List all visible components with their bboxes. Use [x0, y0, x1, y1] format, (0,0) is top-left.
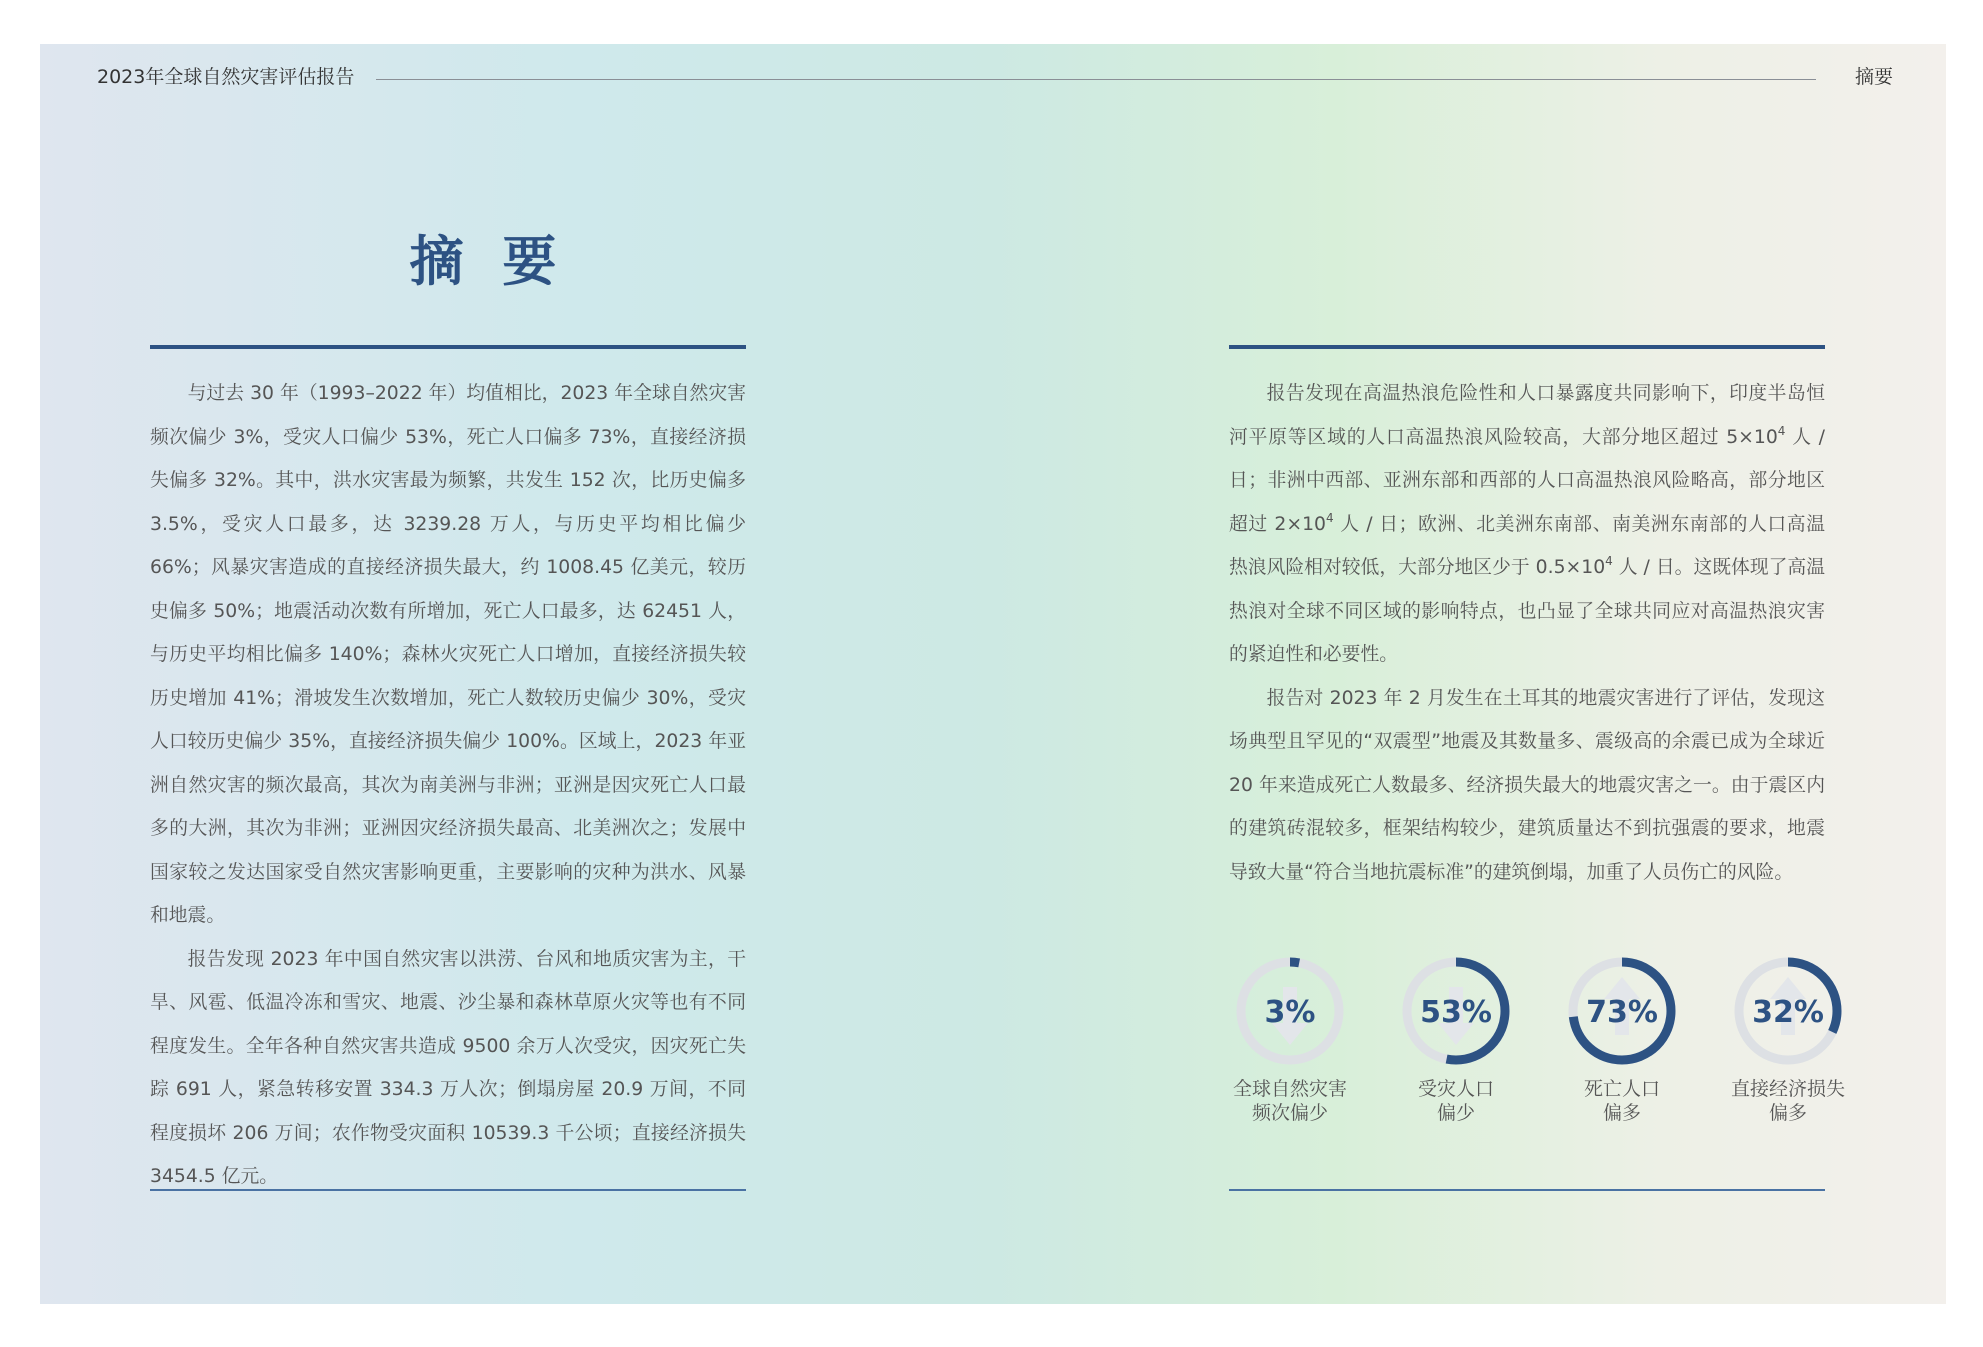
left-column-text — [150, 372, 746, 1199]
header-section-label: 摘要 — [1854, 66, 1893, 88]
donut-value-label: 53% — [1420, 995, 1492, 1030]
left-top-rule — [150, 345, 746, 349]
donut-stat-frequency — [1210, 951, 1370, 1125]
donut-caption-line2: 偏少 — [1436, 1102, 1475, 1124]
donut-caption-line1: 受灾人口 — [1417, 1078, 1494, 1100]
right-bottom-rule — [1229, 1189, 1825, 1191]
donut-chart-frequency — [1230, 951, 1350, 1071]
donut-stat-deaths — [1542, 951, 1702, 1125]
right-paragraph-2: 报告对 2023 年 2 月发生在土耳其的地震灾害进行了评估，发现这场典型且罕见的“双震型”地震及其数量多、震级高的余震已成为全球近 20 年来造成死亡人数最多、经济损失最大的地震灾害之一。由于震区内的建筑砖混较多，框架结构较少，建筑质量达不到抗强震的要求，地震导致大量“符合当地抗震标准”的建筑倒塌，加重了人员伤亡的风险。 — [1229, 687, 1825, 883]
page-title: 摘 要 — [409, 230, 567, 293]
left-paragraph-1: 与过去 30 年（1993–2022 年）均值相比，2023 年全球自然灾害频次偏少 3%，受灾人口偏少 53%，死亡人口偏多 73%，直接经济损失偏多 32%。其中，洪水灾害最为频繁，共发生 152 次，比历史偏多 3.5%，受灾人口最多，达 3239.28 万人，与历史平均相比偏少 66%；风暴灾害造成的直接经济损失最大，约 1008.45 亿美元，较历史偏多 50%；地震活动次数有所增加，死亡人口最多，达 62451 人，与历史平均相比偏多 140%；森林火灾死亡人口增加，直接经济损失较历史增加 41%；滑坡发生次数增加，死亡人数较历史偏少 30%，受灾人口较历史偏少 35%，直接经济损失偏少 100%。区域上，2023 年亚洲自然灾害的频次最高，其次为南美洲与非洲；亚洲是因灾死亡人口最多的大洲，其次为非洲；亚洲因灾经济损失最高、北美洲次之；发展中国家较之发达国家受自然灾害影响更重，主要影响的灾种为洪水、风暴和地震。 — [150, 383, 746, 926]
page-sheet — [40, 44, 1946, 1304]
right-paragraph-1: 报告发现在高温热浪危险性和人口暴露度共同影响下，印度半岛恒河平原等区域的人口高温热浪风险较高，大部分地区超过 $5\times 10^4$ 人 / 日；非洲中西部、亚洲东部和西部的人口高温热浪风险略高，部分地区超过 $2\times 10^4$ 人 / 日；欧洲、北美洲东南部、南美洲东南部的人口高温热浪风险相对较低，大部分地区少于 $0.5\times 10^4$ 人 / 日。这既体现了高温热浪对全球不同区域的影响特点，也凸显了全球共同应对高温热浪灾害的紧迫性和必要性。 — [1229, 383, 1825, 665]
donut-value-label: 73% — [1586, 995, 1658, 1030]
left-paragraph-2: 报告发现 2023 年中国自然灾害以洪涝、台风和地质灾害为主，干旱、风雹、低温冷冻和雪灾、地震、沙尘暴和森林草原火灾等也有不同程度发生。全年各种自然灾害共造成 9500 余万人次受灾，因灾死亡失踪 691 人，紧急转移安置 334.3 万人次；倒塌房屋 20.9 万间，不同程度损坏 206 万间；农作物受灾面积 10539.3 千公顷；直接经济损失 3454.5 亿元。 — [150, 948, 746, 1187]
right-top-rule — [1229, 345, 1825, 349]
donut-stat-economic-loss — [1708, 951, 1868, 1125]
donut-chart-affected — [1396, 951, 1516, 1071]
right-column-text — [1229, 372, 1825, 894]
donut-value-label: 3% — [1264, 995, 1316, 1030]
donut-caption-line1: 直接经济损失 — [1730, 1078, 1845, 1100]
donut-value-label: 32% — [1752, 995, 1824, 1030]
donut-caption-line1: 全球自然灾害 — [1232, 1078, 1347, 1100]
donut-stat-affected — [1376, 951, 1536, 1125]
stats-donut-group — [1210, 951, 1850, 1151]
left-bottom-rule — [150, 1189, 746, 1191]
donut-caption-line2: 偏多 — [1768, 1102, 1807, 1124]
donut-caption-line1: 死亡人口 — [1583, 1078, 1660, 1100]
header-report-title: 2023年全球自然灾害评估报告 — [97, 66, 355, 88]
donut-chart-economic-loss — [1728, 951, 1848, 1071]
donut-chart-deaths — [1562, 951, 1682, 1071]
donut-caption-line2: 频次偏少 — [1251, 1102, 1328, 1124]
donut-caption-line2: 偏多 — [1602, 1102, 1641, 1124]
header-rule — [376, 79, 1816, 80]
